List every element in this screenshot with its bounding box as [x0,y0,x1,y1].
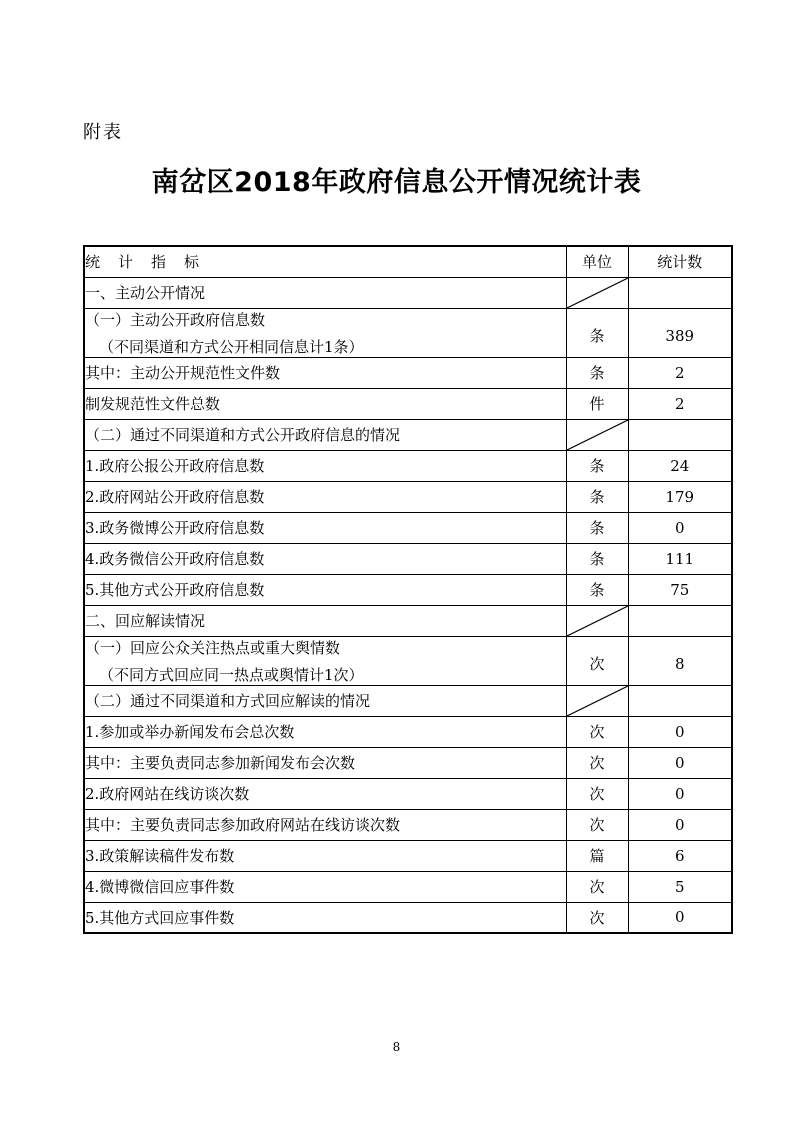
diagonal-slash [567,420,628,450]
indicator-cell [84,902,566,933]
appendix-label: 附表 [83,122,123,143]
indicator-cell [84,419,566,450]
count-cell: 0 [628,902,732,933]
table-row [84,543,732,574]
count-cell: 0 [628,809,732,840]
indicator-note: （不同方式回应同一热点或舆情计1次） [99,665,364,684]
unit-cell: 条 [566,357,628,388]
unit-cell: 条 [566,308,628,357]
unit-cell: 次 [566,747,628,778]
page-number: 8 [392,1040,401,1054]
diagonal-slash [567,606,628,636]
unit-cell: 篇 [566,840,628,871]
header-indicator-char: 计 [118,253,134,272]
count-cell: 5 [628,871,732,902]
indicator-label: 5.其他方式公开政府信息数 [85,581,265,599]
unit-cell: 次 [566,636,628,685]
indicator-cell [84,716,566,747]
count-cell: 0 [628,512,732,543]
indicator-cell [84,809,566,840]
indicator-cell [84,685,566,716]
unit-cell: 件 [566,388,628,419]
count-cell: 75 [628,574,732,605]
indicator-cell [84,840,566,871]
indicator-label: 2.政府网站在线访谈次数 [85,785,250,803]
unit-cell: 次 [566,809,628,840]
table-row [84,481,732,512]
indicator-cell [84,543,566,574]
table-row [84,512,732,543]
indicator-label: 4.微博微信回应事件数 [85,878,235,896]
indicator-label: （一）回应公众关注热点或重大舆情数 [85,638,341,657]
unit-cell: 次 [566,716,628,747]
indicator-cell [84,481,566,512]
indicator-label: 1.参加或举办新闻发布会总次数 [85,723,295,741]
count-cell [628,685,732,716]
indicator-cell [84,778,566,809]
count-cell [628,419,732,450]
indicator-label: 制发规范性文件总数 [85,395,221,413]
table-row [84,574,732,605]
count-cell: 0 [628,778,732,809]
indicator-cell [84,574,566,605]
indicator-label: （二）通过不同渠道和方式回应解读的情况 [85,692,371,710]
unit-cell [566,277,628,308]
indicator-label: 4.政务微信公开政府信息数 [85,550,265,568]
count-cell: 6 [628,840,732,871]
count-cell: 179 [628,481,732,512]
unit-cell: 次 [566,902,628,933]
unit-cell: 条 [566,543,628,574]
indicator-cell [84,871,566,902]
indicator-label: 3.政策解读稿件发布数 [85,847,235,865]
indicator-label: 一、主动公开情况 [85,284,206,302]
table-row [84,840,732,871]
table-row [84,778,732,809]
header-count: 统计数 [628,246,732,277]
diagonal-slash [567,686,628,716]
statistics-table [83,245,733,934]
indicator-label: 其中：主要负责同志参加新闻发布会次数 [85,754,356,772]
unit-cell: 次 [566,871,628,902]
indicator-label: 5.其他方式回应事件数 [85,908,235,927]
diagonal-slash [567,278,628,308]
count-cell [628,605,732,636]
table-row [84,747,732,778]
table-row [84,357,732,388]
indicator-label: 二、回应解读情况 [85,612,206,630]
header-unit: 单位 [566,246,628,277]
indicator-cell [84,747,566,778]
indicator-label: 其中：主要负责同志参加政府网站在线访谈次数 [85,816,401,834]
unit-cell: 条 [566,512,628,543]
header-indicator-char: 标 [184,253,200,272]
count-cell: 2 [628,388,732,419]
table-row [84,871,732,902]
count-cell: 0 [628,716,732,747]
header-indicator-char: 指 [151,253,167,272]
indicator-cell [84,450,566,481]
count-cell: 389 [628,308,732,357]
table-row [84,388,732,419]
count-cell: 2 [628,357,732,388]
table-row [84,419,732,450]
indicator-label: 1.政府公报公开政府信息数 [85,457,265,475]
table-row [84,308,732,357]
unit-cell [566,685,628,716]
indicator-label: 其中：主动公开规范性文件数 [85,364,281,382]
table-row [84,902,732,933]
count-cell: 0 [628,747,732,778]
unit-cell [566,419,628,450]
unit-cell: 条 [566,481,628,512]
indicator-cell [84,308,566,357]
count-cell: 24 [628,450,732,481]
document-title: 南岔区2018年政府信息公开情况统计表 [151,167,642,198]
unit-cell [566,605,628,636]
table-row [84,716,732,747]
table-row [84,636,732,685]
indicator-label: （二）通过不同渠道和方式公开政府信息的情况 [85,426,401,444]
count-cell: 111 [628,543,732,574]
unit-cell: 条 [566,574,628,605]
table-row [84,450,732,481]
indicator-cell [84,605,566,636]
unit-cell: 次 [566,778,628,809]
table-row [84,277,732,308]
table-row [84,605,732,636]
indicator-cell [84,388,566,419]
unit-cell: 条 [566,450,628,481]
indicator-cell [84,357,566,388]
header-indicator-char: 统 [85,253,101,272]
header-indicator [84,246,566,277]
indicator-note: （不同渠道和方式公开相同信息计1条） [99,337,364,356]
indicator-label: 2.政府网站公开政府信息数 [85,488,265,506]
table-row [84,685,732,716]
indicator-cell [84,636,566,685]
indicator-label: （一）主动公开政府信息数 [85,310,266,329]
table-header-row [84,246,732,277]
count-cell: 8 [628,636,732,685]
indicator-cell [84,512,566,543]
count-cell [628,277,732,308]
indicator-cell [84,277,566,308]
table-row [84,809,732,840]
indicator-label: 3.政务微博公开政府信息数 [85,519,265,537]
